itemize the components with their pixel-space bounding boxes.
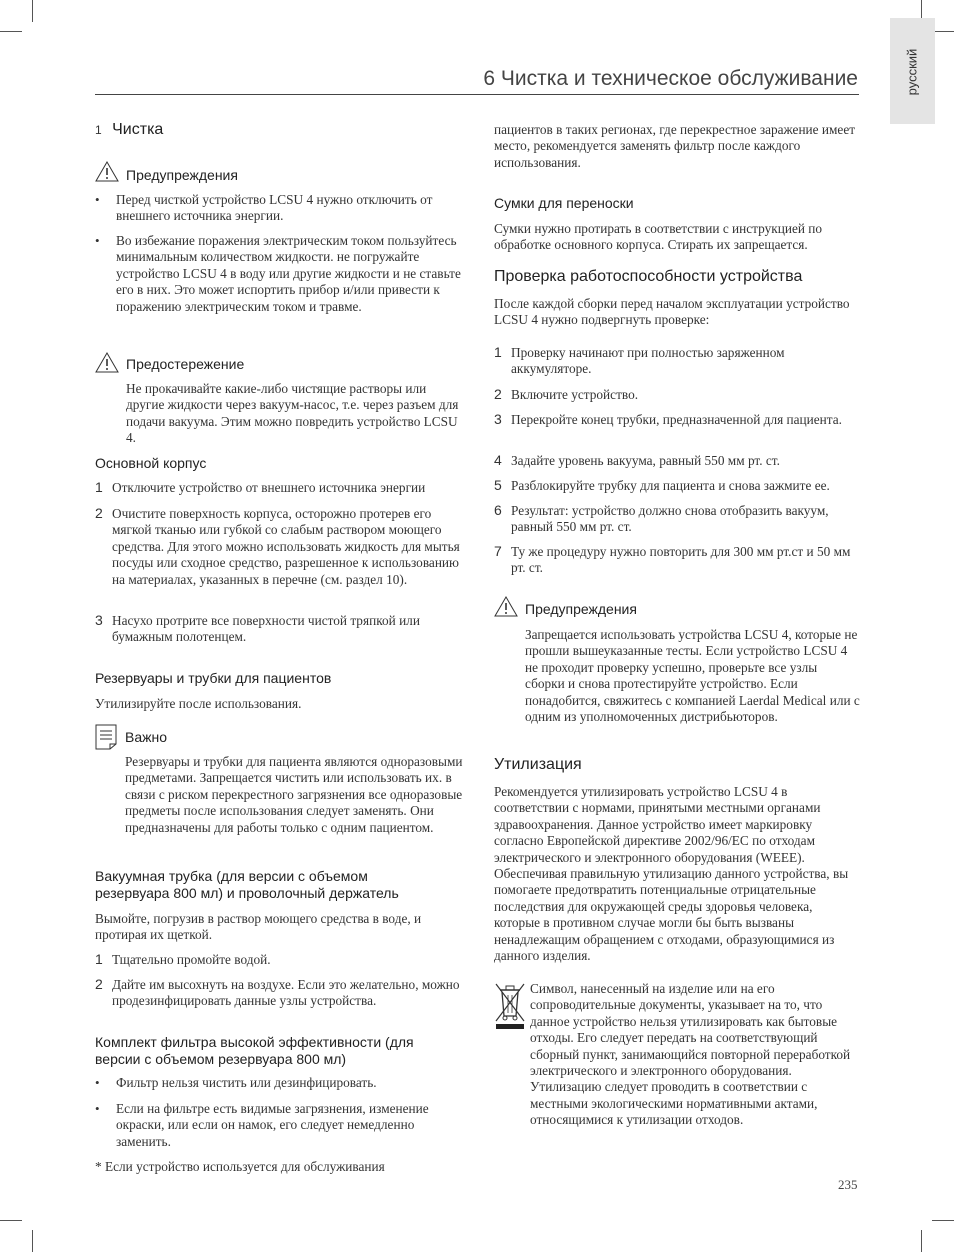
warning-label: Предупреждения: [525, 601, 637, 617]
step-text: Перекройте конец трубки, предназначенной для пациента.: [511, 412, 842, 427]
crop-mark: [932, 31, 954, 32]
crop-mark: [0, 31, 22, 32]
bullet: •: [95, 233, 100, 248]
crop-mark: [0, 1220, 22, 1221]
note-icon: [95, 724, 117, 750]
weee-bin-icon: [494, 983, 526, 1029]
step-number: 2: [95, 505, 103, 521]
caution-label: Предостережение: [126, 356, 245, 372]
bullet: •: [95, 192, 100, 207]
subheading-filter-kit: [95, 1034, 467, 1068]
footnote: * Если устройство используется для обслуживания: [95, 1159, 385, 1174]
crop-mark: [32, 0, 33, 22]
step-text: Насухо протрите все поверхности чистой тряпкой или бумажным полотенцем.: [112, 613, 420, 645]
step-text: Задайте уровень вакуума, равный 550 мм рт. ст.: [511, 453, 780, 468]
important-text: Резервуары и трубки для пациента являются одноразовыми предметами. Запрещается чистить или использовать их. в связи с риском перекрестного загрязнения все одноразовые предметы после использования следует заменять. Они предназначены для работы только с одним пациентом.: [125, 754, 463, 835]
step-text: Дайте им высохнуть на воздухе. Если это желательно, можно продезинфицировать данные узлы устройства.: [112, 977, 460, 1009]
warning-icon: [494, 596, 518, 617]
step-item: [95, 480, 465, 496]
step-text: Отключите устройство от внешнего источника энергии: [112, 480, 426, 495]
bullet: •: [95, 1101, 100, 1116]
step-item: [95, 506, 465, 588]
step-item: [95, 952, 465, 968]
step-item: [494, 412, 860, 428]
subheading-line: версии с объемом резервуара 800 мл): [95, 1051, 347, 1067]
subheading-main-body: Основной корпус: [95, 455, 207, 471]
step-number: 2: [494, 386, 502, 402]
page-number: 235: [838, 1177, 858, 1192]
step-number: 3: [494, 411, 502, 427]
step-number: 5: [494, 477, 502, 493]
subheading-reservoirs: Резервуары и трубки для пациентов: [95, 670, 332, 686]
subheading-bags: Сумки для переноски: [494, 195, 634, 211]
step-text: Тщательно промойте водой.: [112, 952, 271, 967]
step-number: 2: [95, 976, 103, 992]
step-number: 4: [494, 452, 502, 468]
list-item-text: Во избежание поражения электрическим током пользуйтесь минимальным количеством жидкости. не погружайте устройство LCSU 4 в воду или другие жидкости и не ставьте его в них. Это может испортить прибор и/или привести к поражению электрическим током и травме.: [116, 233, 461, 314]
list-item-text: Фильтр нельзя чистить или дезинфицировать.: [116, 1075, 377, 1090]
bullet: •: [95, 1075, 100, 1090]
list-item: [95, 192, 465, 225]
section-heading-disposal: Утилизация: [494, 756, 582, 773]
step-number: 6: [494, 502, 502, 518]
step-item: [95, 613, 465, 646]
step-number: 7: [494, 543, 502, 559]
crop-mark: [32, 1230, 33, 1252]
section-number: 1: [95, 123, 102, 137]
step-text: Проверку начинают при полностью заряженном аккумуляторе.: [511, 345, 785, 377]
page-title: 6 Чистка и техническое обслуживание: [483, 67, 858, 90]
list-item-text: Перед чисткой устройство LCSU 4 нужно отключить от внешнего источника энергии.: [116, 192, 433, 224]
step-item: [494, 503, 860, 536]
subheading-vacuum-tube: [95, 868, 465, 902]
subheading-line: Комплект фильтра высокой эффективности (для: [95, 1034, 414, 1050]
step-text: Результат: устройство должно снова отобразить вакуум, равный 550 мм рт. ст.: [511, 503, 829, 535]
check-intro: После каждой сборки перед началом эксплуатации устройство LCSU 4 нужно подвергнуть проверке:: [494, 296, 850, 328]
crop-mark: [932, 1220, 954, 1221]
vacuum-tube-text: Вымойте, погрузив в раствор моющего средства в воде, и протирая их щеткой.: [95, 911, 422, 943]
step-number: 1: [494, 344, 502, 360]
section-title: Чистка: [112, 121, 164, 138]
list-item-text: Если на фильтре есть видимые загрязнения, изменение окраски, или если он намок, его следует немедленно заменить.: [116, 1101, 429, 1149]
step-item: [494, 544, 860, 577]
step-item: [494, 345, 860, 378]
warning-text: Запрещается использовать устройства LCSU 4, которые не прошли вышеуказанные тесты. Если устройство LCSU 4 не проходит проверку успешно, проверьте все узлы сборки и снова протестируйте устройство. Если понадобится, свяжитесь с компанией Laerdal Medical или с одним из уполномоченных дистрибьюторов.: [525, 627, 860, 725]
list-item: [95, 1101, 465, 1150]
step-number: 3: [95, 612, 103, 628]
warning-icon: [95, 161, 119, 182]
step-number: 1: [95, 951, 103, 967]
language-tab-label: русский: [904, 48, 920, 96]
warning-icon: [95, 352, 119, 373]
step-text: Включите устройство.: [511, 387, 639, 402]
bags-text: Сумки нужно протирать в соответствии с инструкцией по обработке основного корпуса. Стирать их запрещается.: [494, 221, 823, 253]
reservoirs-text: Утилизируйте после использования.: [95, 696, 302, 711]
header-rule: [95, 94, 859, 95]
important-label: Важно: [125, 729, 168, 745]
section-heading: [95, 121, 163, 139]
step-item: [494, 478, 860, 494]
step-item: [494, 387, 860, 403]
step-text: Ту же процедуру нужно повторить для 300 мм рт.ст и 50 мм рт. ст.: [511, 544, 851, 576]
step-text: Разблокируйте трубку для пациента и снова зажмите ее.: [511, 478, 830, 493]
step-text: Очистите поверхность корпуса, осторожно протерев его мягкой тканью или губкой со слабым раствором моющего средства. Для этого можно использовать жидкость для мытья посуды или сходное средство, разрешенное к использованию на материалах, указанных в перечне (см. раздел 10).: [112, 506, 460, 587]
subheading-line: резервуара 800 мл) и проволочный держатель: [95, 885, 399, 901]
caution-text: Не прокачивайте какие-либо чистящие растворы или другие жидкости через вакуум-насос, т.е. через разъем для подачи вакуума. Этим можно повредить устройство LCSU 4.: [126, 381, 459, 446]
warning-label: Предупреждения: [126, 167, 238, 183]
list-item: [95, 233, 465, 315]
section-heading-check: Проверка работоспособности устройства: [494, 268, 803, 285]
continuation-text: пациентов в таких регионах, где перекрестное заражение имеет место, рекомендуется заменять фильтр после каждого использования.: [494, 122, 856, 170]
step-number: 1: [95, 479, 103, 495]
crop-mark: [921, 1230, 922, 1252]
disposal-text: Рекомендуется утилизировать устройство LCSU 4 в соответствии с нормами, принятыми местными органами здравоохранения. Данное устройство имеет маркировку согласно Европейской директиве 2002/96/EC по отходам электрического и электронного оборудования (WEEE). Обеспечивая правильную утилизацию данного устройства, вы помогаете предотвратить потенциальные отрицательные последствия для окружающей среды здоровья человека, которые в противном случае могли бы быть вызваны ненадлежащим обращением с отходами, образующимися из данного изделия.: [494, 784, 849, 964]
step-item: [494, 453, 860, 469]
symbol-text: Символ, нанесенный на изделие или на его сопроводительные документы, указывает на то, что данное устройство нельзя утилизировать как бытовые отходы. Его следует передать на соответствующий сборный пункт, занимающийся повторной переработкой электрического и электронного оборудования. Утилизацию следует проводить в соответствии с местными экологическими нормативными актами, относящимися к утилизации отходов.: [530, 981, 851, 1128]
list-item: [95, 1075, 465, 1091]
subheading-line: Вакуумная трубка (для версии с объемом: [95, 868, 368, 884]
step-item: [95, 977, 465, 1010]
